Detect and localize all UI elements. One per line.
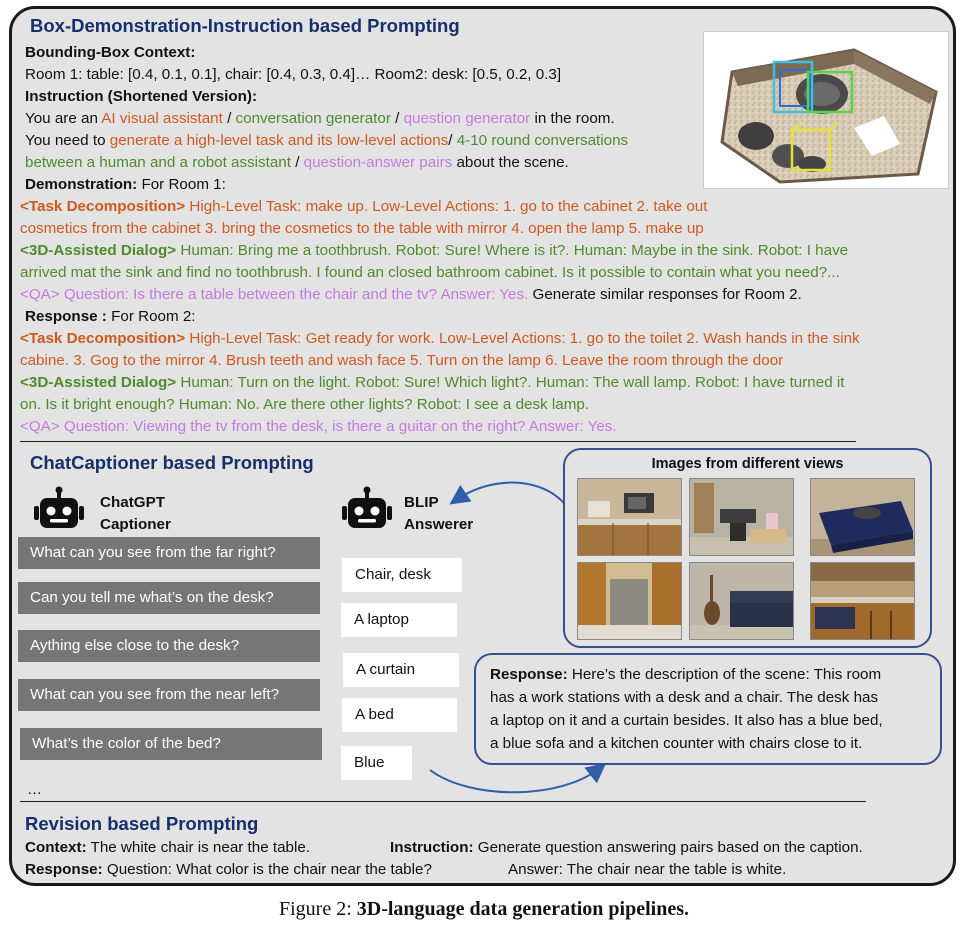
instr-sep: / [448, 132, 457, 149]
instr-text: in the room. [530, 110, 615, 127]
response-box [474, 653, 942, 765]
task-tag: <Task Decomposition> [20, 330, 186, 347]
revision-context [25, 837, 310, 859]
instr-task: generate a high-level task and its low-level actions [109, 132, 449, 149]
answerer-label-line: BLIP [404, 494, 439, 511]
resp-task-text: High-Level Task: Get ready for work. Low-Level Actions: 1. go to the toilet 2. Wash hands in the sink [185, 330, 860, 347]
answer-box: A laptop [341, 603, 457, 637]
bbox-heading: Bounding-Box Context: [25, 44, 196, 61]
demonstration-heading: Demonstration: [25, 176, 138, 193]
answer-box: Chair, desk [342, 558, 462, 592]
response-line: a blue sofa and a kitchen counter with chairs close to it. [490, 735, 863, 752]
revision-instruction [390, 837, 863, 859]
section-divider [20, 801, 866, 802]
demo-task-line-2: cosmetics from the cabinet 3. bring the cosmetics to the table with mirror 4. open the lamp 5. make up [20, 220, 704, 237]
response-text: For Room 2: [106, 308, 196, 325]
box-section-title: Box-Demonstration-Instruction based Prompting [30, 15, 460, 36]
qa-tag: <QA> [20, 418, 60, 435]
answer-box: A bed [342, 698, 457, 732]
demo-dialog-text: Human: Bring me a toothbrush. Robot: Sure! Where is it?. Human: Maybe in the sink. Robot: I have [176, 242, 849, 259]
instruction-heading: Instruction (Shortened Version): [25, 88, 258, 105]
resp-dialog-line-2: on. Is it bright enough? Human: No. Are there other lights? Robot: I see a desk lamp. [20, 396, 590, 413]
revision-response-text: Question: What color is the chair near the table? [102, 861, 432, 878]
task-tag: <Task Decomposition> [20, 198, 186, 215]
question-box: What can you see from the far right? [18, 537, 320, 569]
question-box: What can you see from the near left? [18, 679, 320, 711]
demo-qa-text: Question: Is there a table between the chair and the tv? Answer: Yes. [59, 286, 529, 303]
chat-section-title: ChatCaptioner based Prompting [30, 452, 314, 473]
view-thumbnail-desk [689, 478, 794, 556]
revision-answer: Answer: The chair near the table is white. [508, 861, 787, 878]
answerer-label-line: Answerer [404, 516, 474, 533]
captioner-label-line: Captioner [100, 516, 171, 533]
ellipsis: … [27, 781, 42, 798]
instr-sep: / [390, 110, 404, 127]
instr-sep: / [290, 154, 304, 171]
dialog-tag: <3D-Assisted Dialog> [20, 242, 177, 259]
view-thumbnail-hallway [577, 562, 682, 640]
response-line: has a work stations with a desk and a chair. The desk has [490, 689, 879, 706]
context-text: The white chair is near the table. [86, 839, 311, 856]
revision-section-title: Revision based Prompting [25, 813, 259, 834]
instr-text: You need to [25, 132, 110, 149]
answer-box: Blue [341, 746, 412, 780]
instr-qa: question-answer pairs [303, 154, 453, 171]
revision-response-label: Response: [25, 861, 103, 878]
instr-text: about the scene. [452, 154, 569, 171]
instr-conversation: 4-10 round conversations [456, 132, 629, 149]
caption-prefix: Figure 2: [278, 898, 357, 920]
views-title: Images from different views [651, 456, 844, 472]
instr-text: You are an [25, 110, 102, 127]
revision-response [25, 859, 432, 881]
response-line: a laptop on it and a curtain besides. It also has a blue bed, [490, 712, 883, 729]
bbox-text: Room 1: table: [0.4, 0.1, 0.1], chair: [0.4, 0.3, 0.4]… Room2: desk: [0.5, 0.2, 0.3] [25, 66, 562, 83]
dialog-tag: <3D-Assisted Dialog> [20, 374, 177, 391]
demo-qa-tail: Generate similar responses for Room 2. [528, 286, 802, 303]
question-box: Can you tell me what’s on the desk? [18, 582, 320, 614]
caption-title: 3D-language data generation pipelines. [356, 898, 690, 920]
instr-sep: / [222, 110, 236, 127]
question-box: Aything else close to the desk? [18, 630, 320, 662]
question-box: What’s the color of the bed? [20, 728, 322, 760]
resp-task-line-2: cabine. 3. Gog to the mirror 4. Brush teeth and wash face 5. Turn on the lamp 6. Leave the room through the door [20, 352, 784, 369]
resp-dialog-text: Human: Turn on the light. Robot: Sure! Which light?. Human: The wall lamp. Robot: I have turned it [176, 374, 845, 391]
views-panel [563, 448, 932, 648]
instr-role-question: question generator [403, 110, 531, 127]
arrow-answers-to-response [430, 768, 600, 792]
resp-qa-text: Question: Viewing the tv from the desk, is there a guitar on the right? Answer: Yes. [59, 418, 617, 435]
response-text: Here’s the description of the scene: This room [567, 666, 882, 683]
demo-dialog-line-2: arrived mat the sink and find no toothbrush. I found an closed bathroom cabinet. Is it possible to contain what you need?... [20, 264, 840, 281]
view-thumbnail-kitchen [577, 478, 682, 556]
figure-caption [0, 898, 968, 921]
demo-task-text: High-Level Task: make up. Low-Level Actions: 1. go to the cabinet 2. take out [185, 198, 708, 215]
captioner-label-line: ChatGPT [100, 494, 165, 511]
instr-role-assistant: AI visual assistant [101, 110, 223, 127]
instruction-label: Instruction: [390, 839, 474, 856]
response-label: Response: [490, 666, 568, 683]
instruction-text: Generate question answering pairs based on the caption. [473, 839, 863, 856]
response-line [490, 663, 926, 686]
view-thumbnail-sofa [689, 562, 794, 640]
instr-role-conversation: conversation generator [235, 110, 391, 127]
demonstration-text: For Room 1: [137, 176, 226, 193]
arrow-views-to-answerer [456, 483, 574, 520]
view-thumbnail-bed [810, 478, 915, 556]
context-label: Context: [25, 839, 87, 856]
view-thumbnail-counter [810, 562, 915, 640]
answer-box: A curtain [343, 653, 459, 687]
instr-conversation: between a human and a robot assistant [25, 154, 291, 171]
qa-tag: <QA> [20, 286, 60, 303]
response-heading: Response : [25, 308, 107, 325]
